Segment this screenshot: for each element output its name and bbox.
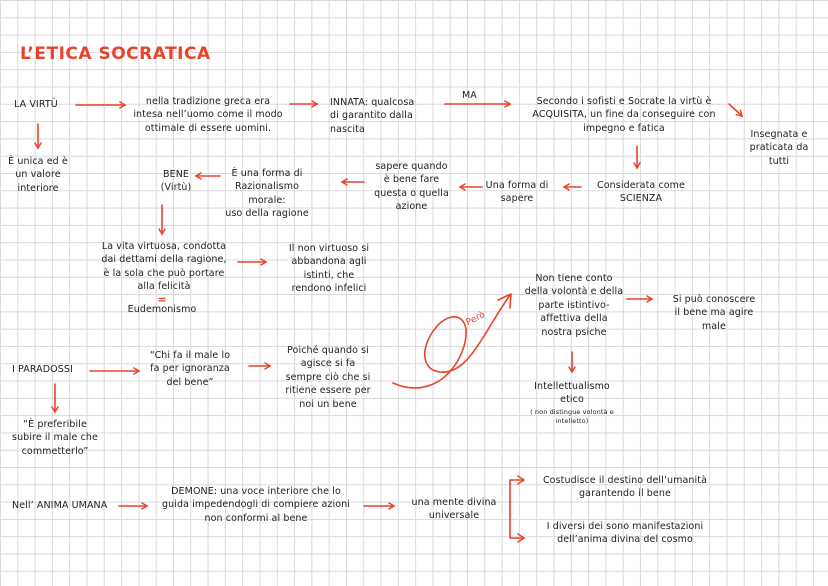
node-demone: DEMONE: una voce interiore che lo guida impedendogli di compiere azioni non conformi al bene [161,486,351,524]
pero-loop-curve [393,295,510,388]
node-anima: Nell’ ANIMA UMANA [12,500,108,511]
node-tradizione: nella tradizione greca era intesa nell’uomo come il modo ottimale di essere uomini. [133,96,283,134]
node-poiche: Poiché quando si agisce si fa sempre ciò che si ritiene essere per noi un bene [285,345,371,410]
node-preferibile: “È preferibile subire il male che commetterlo” [12,419,98,457]
equals-sign: = [157,293,167,306]
node-custodisce: Costudisce il destino dell’umanità garantendo il bene [542,475,708,500]
node-conoscere: Si può conoscere il bene ma agire male [672,294,756,332]
label-ma: MA [462,90,477,101]
node-intellettualismo: Intellettualismo etico [534,381,610,406]
node-scienza: Considerata come SCIENZA [597,180,685,205]
node-eudemonismo: Eudemonismo [127,304,197,315]
label-pero: Però [464,309,488,329]
page-title: L’ETICA SOCRATICA [20,44,211,64]
node-mente: una mente divina universale [411,497,497,522]
node-non-virtuoso: Il non virtuoso si abbandona agli istinti, che rendono infelici [288,243,370,295]
arrow-mente-custodisce [510,480,523,506]
node-razionalismo: È una forma di Razionalismo morale: uso della ragione [225,168,309,220]
node-vita-virtuosa: La vita virtuosa, condotta dai dettami della ragione, è la sola che può portare alla felicità [101,241,227,293]
node-insegnata: Insegnata e praticata da tutti [749,129,809,167]
node-sapere-quando: sapere quando è bene fare questa o quella azione [374,161,449,213]
node-paradossi: I PARADOSSI [12,364,73,375]
node-diversi: I diversi dei sono manifestazioni dell’anima divina del cosmo [546,521,704,546]
node-virtu: LA VIRTÙ [14,99,58,110]
node-acquisita: Secondo i sofisti e Socrate la virtù è ACQUISITA, un fine da conseguire con impegno e fatica [532,96,716,134]
node-non-distingue: ( non distingue volontà e intelletto) [530,408,614,425]
node-chi-fa: “Chi fa il male lo fa per ignoranza del bene” [149,350,231,388]
arrow-mente-diversi [510,506,523,538]
node-innata: INNATA: qualcosa di garantito dalla nascita [330,97,415,135]
node-non-tiene: Non tiene conto della volontà e della parte istintivo- affettiva della nostra psiche [524,273,624,338]
node-bene: BENE (Virtù) [160,169,192,194]
node-forma-sapere: Una forma di sapere [485,180,549,205]
node-unica: È unica ed è un valore interiore [8,156,68,194]
